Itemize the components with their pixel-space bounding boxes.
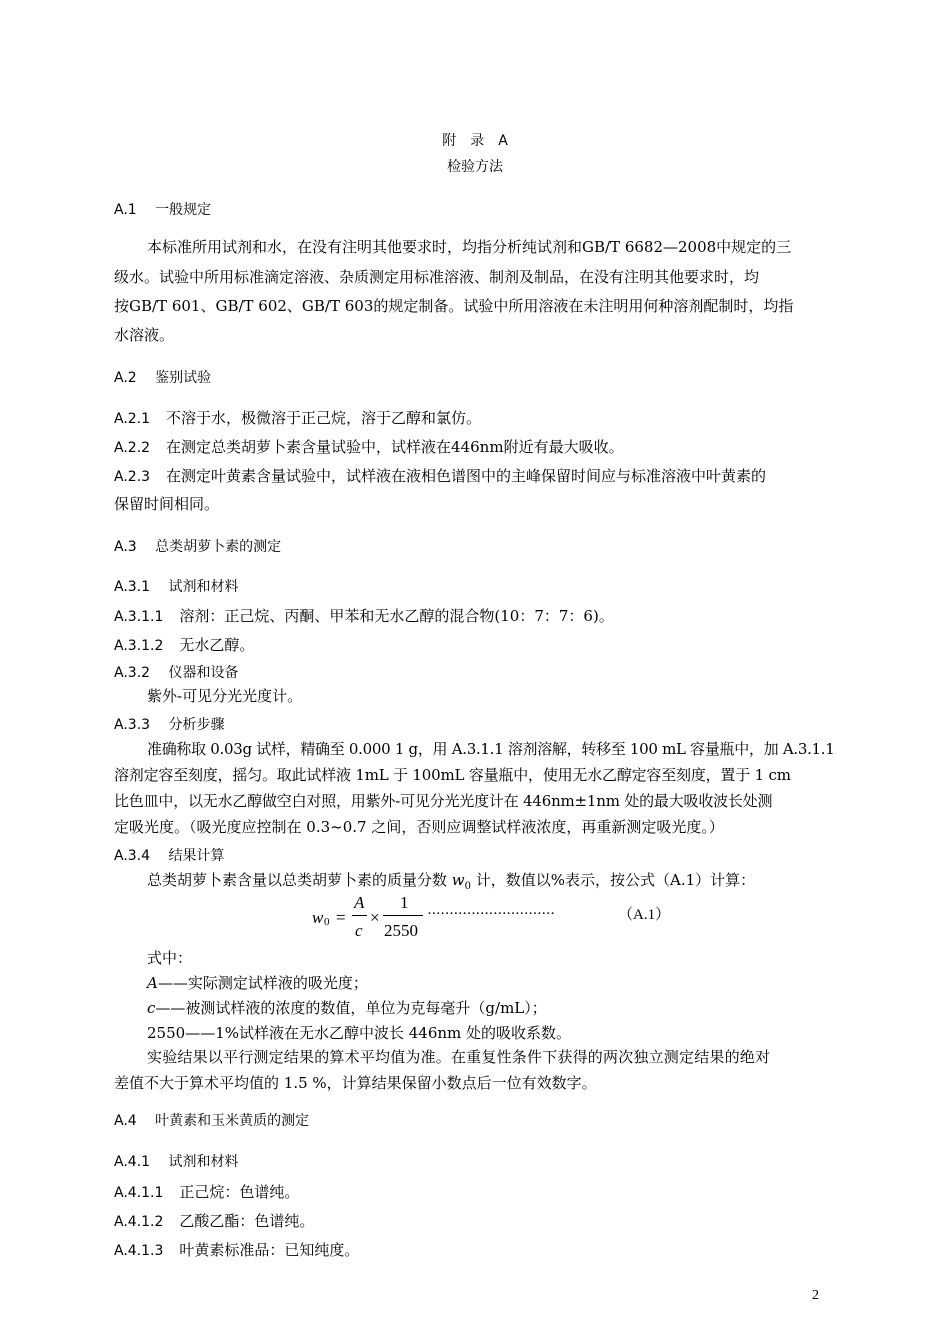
- a3-4-paragraph-line: 差值不大于算术平均值的 1.5 %，计算结果保留小数点后一位有效数字。: [114, 1074, 597, 1092]
- a3-4-intro: 总类胡萝卜素含量以总类胡萝卜素的质量分数 $w_0$ 计，数值以%表示，按公式（A.1）计算：: [147, 871, 756, 892]
- a4-1-heading: A.4.1 试剂和材料: [114, 1154, 239, 1170]
- formula-numerator-a: A: [354, 893, 365, 912]
- a2-3-continuation: 保留时间相同。: [114, 495, 220, 513]
- a2-2-item: A.2.2 在测定总类胡萝卜素含量试验中，试样液在446nm附近有最大吸收。: [114, 438, 624, 456]
- a2-1-item: A.2.1 不溶于水，极微溶于正己烷，溶于乙醇和氯仿。: [114, 409, 482, 427]
- a1-paragraph-line: 水溶液。: [114, 326, 175, 344]
- appendix-label: 附 录 A: [442, 133, 508, 149]
- a4-1-2-item: A.4.1.2 乙酸乙酯：色谱纯。: [114, 1212, 315, 1230]
- formula-lhs-subscript: 0: [324, 916, 330, 928]
- formula-leader-dots: ·····························: [427, 906, 555, 922]
- section-a2-heading: A.2 鉴别试验: [114, 370, 212, 386]
- formula-numerator-1: 1: [400, 893, 409, 912]
- a3-3-paragraph-line: 比色皿中，以无水乙醇做空白对照，用紫外-可见分光光度计在 446nm±1nm 处的最大吸收波长处测: [114, 792, 773, 810]
- definition-2550: 2550——1%试样液在无水乙醇中波长 446nm 处的吸收系数。: [147, 1024, 572, 1042]
- where-label: 式中：: [147, 949, 193, 967]
- formula-denominator-2550: 2550: [384, 921, 418, 940]
- a3-2-text: 紫外-可见分光光度计。: [147, 687, 303, 705]
- a3-4-heading: A.3.4 结果计算: [114, 848, 225, 864]
- formula-times: ×: [370, 908, 380, 927]
- a1-paragraph-line: 按GB/T 601、GB/T 602、GB/T 603的规定制备。试验中所用溶液在未注明用何种溶剂配制时，均指: [114, 297, 794, 315]
- formula-a1: [312, 890, 732, 945]
- a3-2-heading: A.3.2 仪器和设备: [114, 665, 239, 681]
- a3-3-heading: A.3.3 分析步骤: [114, 717, 225, 733]
- a3-1-heading: A.3.1 试剂和材料: [114, 579, 239, 595]
- appendix-title: 检验方法: [447, 159, 503, 175]
- definition-a: A——实际测定试样液的吸光度；: [147, 974, 368, 992]
- a4-1-3-item: A.4.1.3 叶黄素标准品：已知纯度。: [114, 1241, 360, 1259]
- a3-3-paragraph-line: 定吸光度。（吸光度应控制在 0.3~0.7 之间，否则应调整试样液浓度，再重新测定吸光度。）: [114, 818, 724, 836]
- fraction-bar: [352, 915, 367, 916]
- a3-1-2-item: A.3.1.2 无水乙醇。: [114, 636, 255, 654]
- section-a3-heading: A.3 总类胡萝卜素的测定: [114, 539, 282, 555]
- fraction-bar: [383, 915, 423, 916]
- formula-denominator-c: c: [355, 921, 363, 940]
- a3-4-paragraph-line: 实验结果以平行测定结果的算术平均值为准。在重复性条件下获得的两次独立测定结果的绝对: [147, 1048, 771, 1066]
- section-a1-heading: A.1 一般规定: [114, 202, 212, 218]
- formula-equals: =: [336, 908, 346, 927]
- page-number: 2: [812, 1288, 819, 1303]
- definition-c: c——被测试样液的浓度的数值，单位为克每毫升（g/mL）；: [147, 999, 547, 1017]
- formula-tag: （A.1）: [618, 907, 671, 923]
- a4-1-1-item: A.4.1.1 正己烷：色谱纯。: [114, 1183, 300, 1201]
- formula-lhs: w: [312, 908, 324, 927]
- a1-paragraph-line: 级水。试验中所用标准滴定溶液、杂质测定用标准溶液、制剂及制品，在没有注明其他要求时，均: [114, 268, 760, 286]
- a3-1-1-item: A.3.1.1 溶剂：正己烷、丙酮、甲苯和无水乙醇的混合物(10：7：7：6)。: [114, 607, 614, 625]
- a3-3-paragraph-line: 准确称取 0.03g 试样，精确至 0.000 1 g，用 A.3.1.1 溶剂溶解，转移至 100 mL 容量瓶中，加 A.3.1.1: [147, 740, 835, 758]
- a1-paragraph-line: 本标准所用试剂和水，在没有注明其他要求时，均指分析纯试剂和GB/T 6682—2008中规定的三: [147, 238, 792, 256]
- a3-3-paragraph-line: 溶剂定容至刻度，摇匀。取此试样液 1mL 于 100mL 容量瓶中，使用无水乙醇定容至刻度，置于 1 cm: [114, 766, 791, 784]
- section-a4-heading: A.4 叶黄素和玉米黄质的测定: [114, 1113, 310, 1129]
- a2-3-item: A.2.3 在测定叶黄素含量试验中，试样液在液相色谱图中的主峰保留时间应与标准溶液中叶黄素的: [114, 467, 767, 485]
